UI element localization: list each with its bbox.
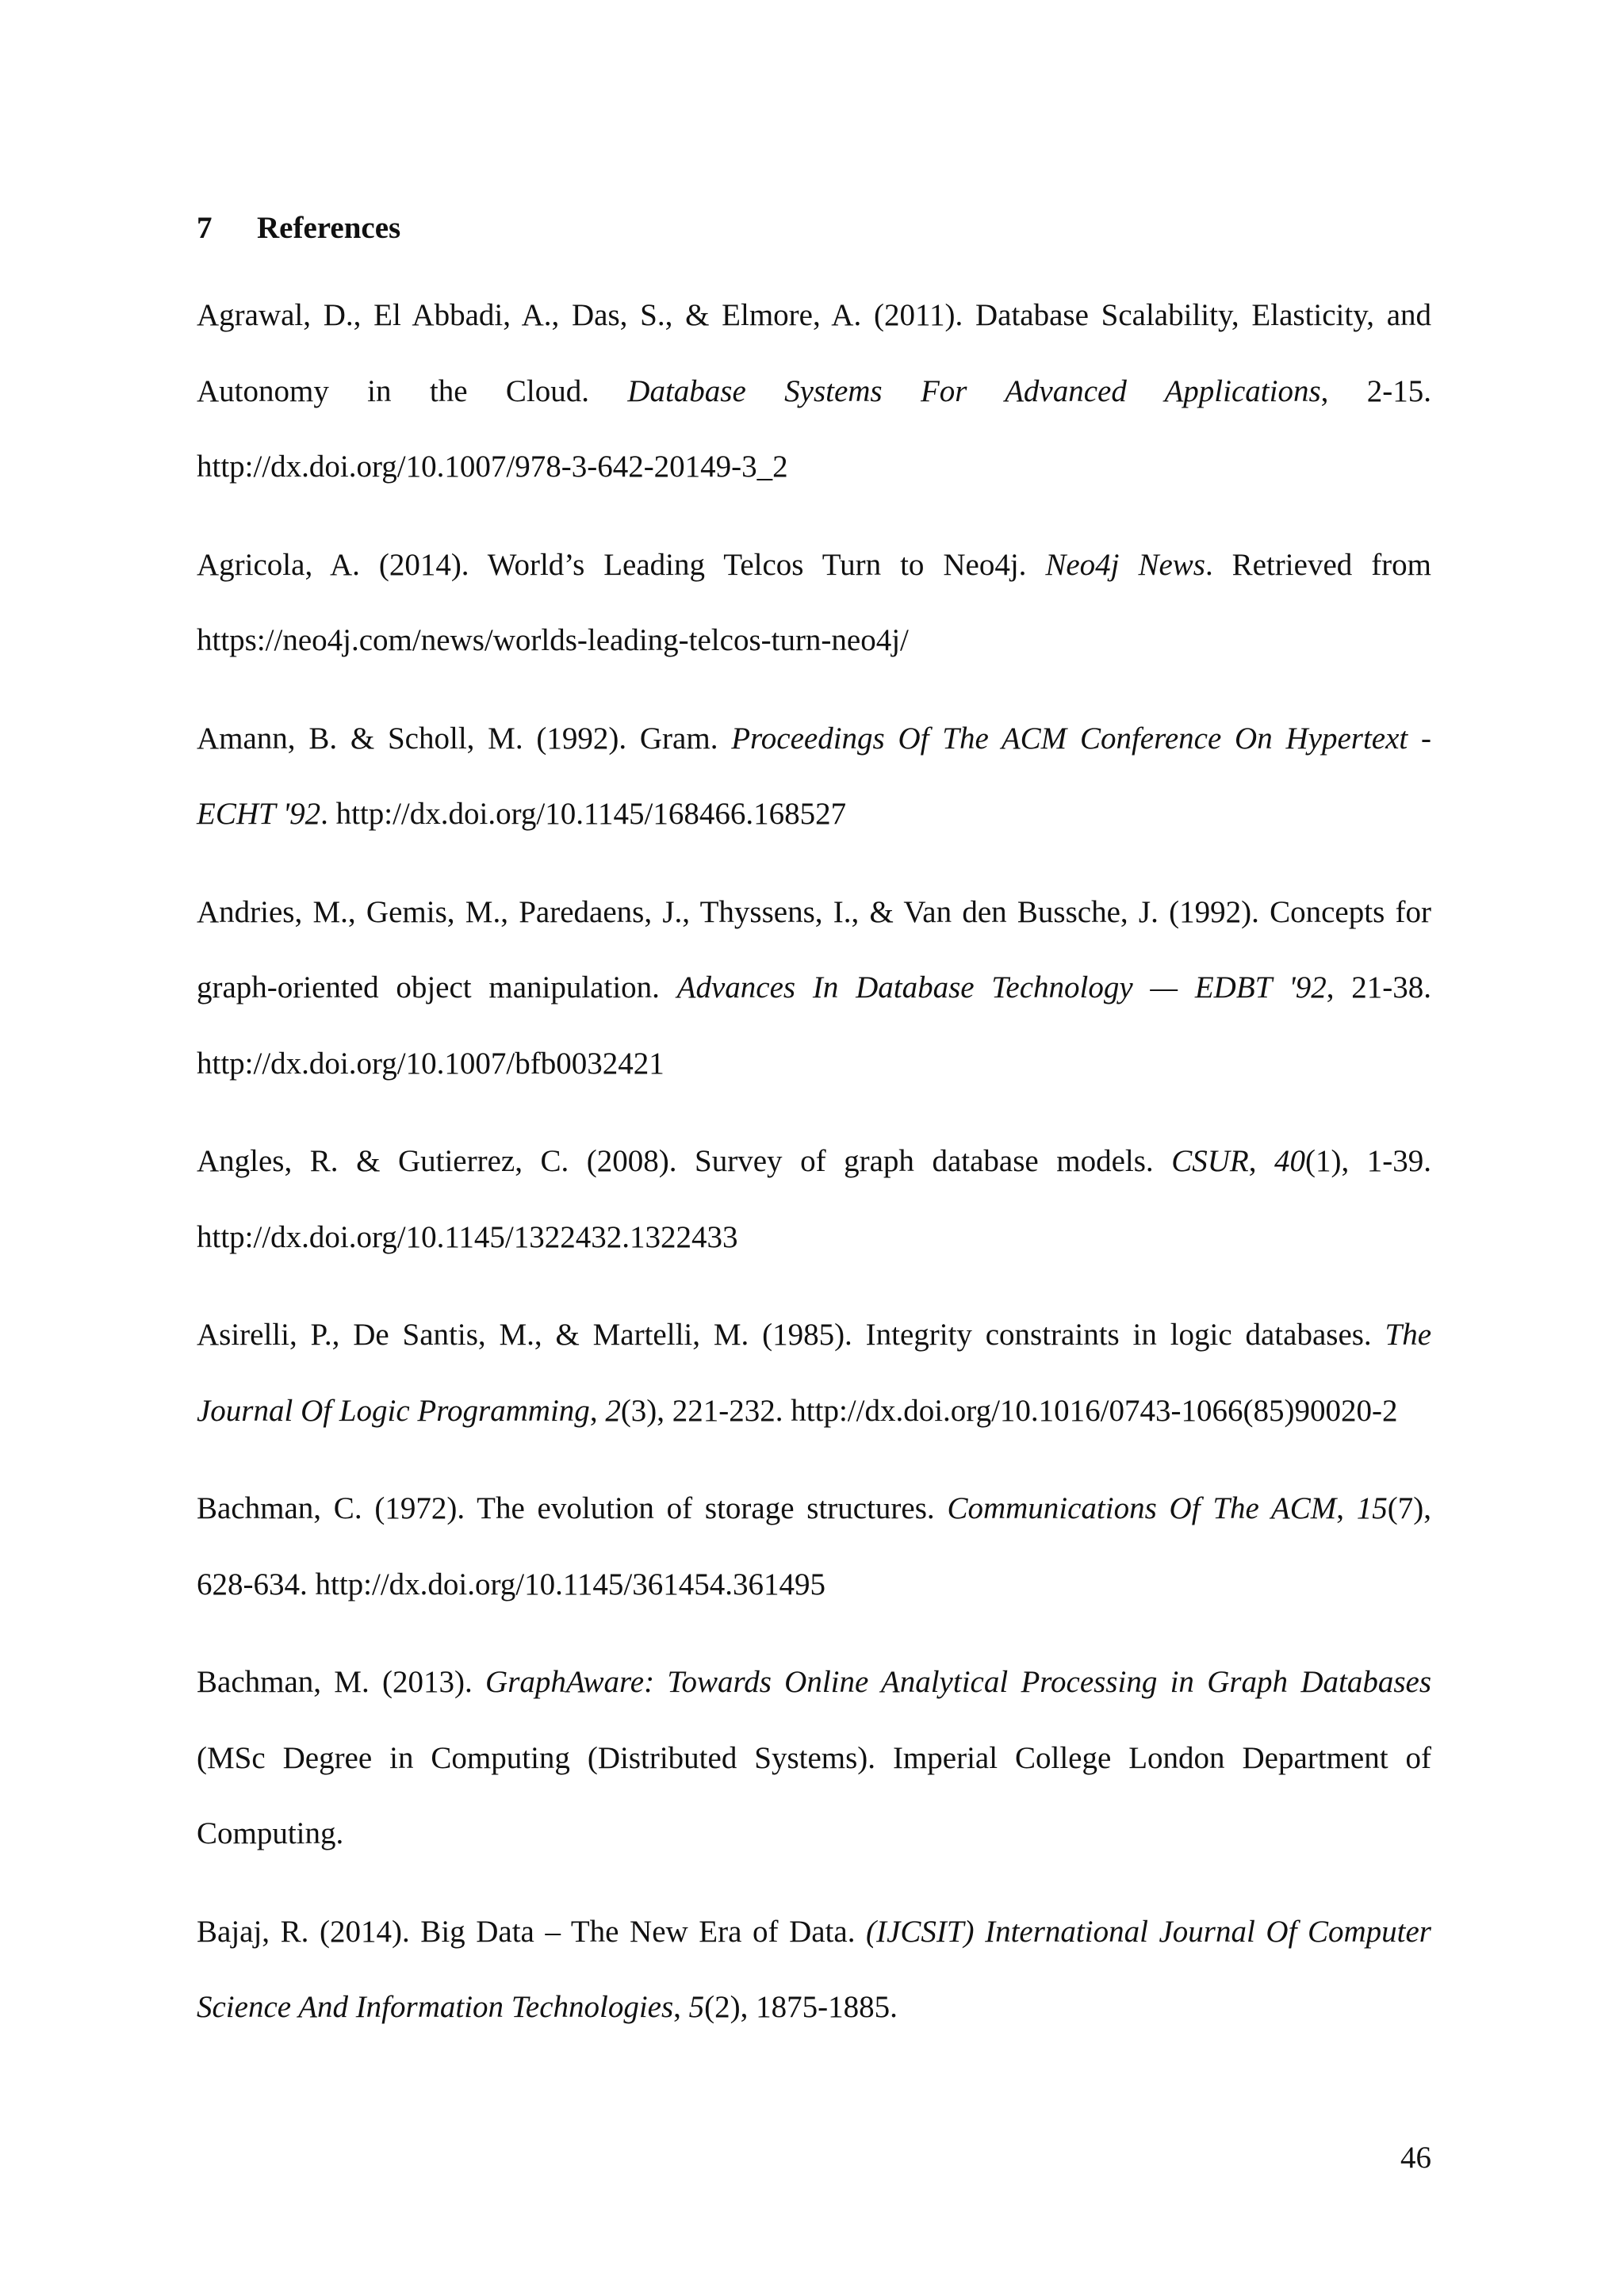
reference-italic-text: CSUR bbox=[1171, 1144, 1249, 1178]
reference-italic-text: 40 bbox=[1274, 1144, 1305, 1178]
reference-entry bbox=[197, 1644, 1431, 1872]
reference-italic-text: The Journal Of Logic Programming bbox=[197, 1318, 1431, 1428]
reference-text: . Retrieved from https://neo4j.com/news/worlds-leading-telcos-turn-neo4j/ bbox=[197, 547, 1431, 657]
page-number: 46 bbox=[1400, 2141, 1431, 2175]
reference-text: Agrawal, D., El Abbadi, A., Das, S., & Elmore, A. (2011). Database Scalability, Elasticity, and Autonomy in the Cloud. bbox=[197, 298, 1431, 408]
reference-entry bbox=[197, 527, 1431, 679]
reference-text: (MSc Degree in Computing (Distributed Systems). Imperial College London Department of Computing. bbox=[197, 1740, 1431, 1850]
reference-text: Bachman, M. (2013). bbox=[197, 1665, 486, 1699]
reference-text: Asirelli, P., De Santis, M., & Martelli, M. (1985). Integrity constraints in logic databases. bbox=[197, 1318, 1385, 1352]
reference-italic-text: Advances In Database Technology — EDBT '92 bbox=[676, 970, 1327, 1004]
reference-text: , bbox=[673, 1990, 689, 2024]
reference-text: Bajaj, R. (2014). Big Data – The New Era of Data. bbox=[197, 1914, 867, 1949]
reference-entry bbox=[197, 1471, 1431, 1622]
reference-italic-text: GraphAware: Towards Online Analytical Processing in Graph Databases bbox=[485, 1665, 1432, 1699]
section-number: 7 bbox=[197, 211, 213, 245]
reference-text: (2), 1875-1885. bbox=[704, 1990, 898, 2024]
reference-list bbox=[197, 277, 1431, 2068]
reference-text: Angles, R. & Gutierrez, C. (2008). Survey of graph database models. bbox=[197, 1144, 1172, 1178]
reference-text: (3), 221-232. http://dx.doi.org/10.1016/0743-1066(85)90020-2 bbox=[620, 1393, 1398, 1428]
reference-italic-text: (IJCSIT) International Journal Of Computer Science And Information Technologies bbox=[197, 1914, 1431, 2024]
reference-text: Bachman, C. (1972). The evolution of storage structures. bbox=[197, 1491, 948, 1525]
reference-entry bbox=[197, 874, 1431, 1102]
reference-italic-text: 5 bbox=[688, 1990, 705, 2024]
reference-text: (1), 1-39. http://dx.doi.org/10.1145/1322432.1322433 bbox=[197, 1144, 1432, 1254]
reference-italic-text: Communications Of The ACM bbox=[947, 1491, 1337, 1525]
reference-italic-text: Proceedings Of The ACM Conference On Hypertext - ECHT '92 bbox=[197, 721, 1431, 831]
reference-italic-text: Neo4j News bbox=[1045, 547, 1205, 582]
reference-text: , 2-15. http://dx.doi.org/10.1007/978-3-642-20149-3_2 bbox=[197, 373, 1431, 484]
reference-text: Agricola, A. (2014). World’s Leading Telcos Turn to Neo4j. bbox=[197, 547, 1046, 582]
reference-text: , bbox=[1248, 1144, 1274, 1178]
reference-entry bbox=[197, 1894, 1431, 2045]
section-heading bbox=[197, 205, 400, 252]
section-title: References bbox=[257, 211, 401, 245]
reference-italic-text: Database Systems For Advanced Applications bbox=[627, 373, 1321, 408]
reference-text: , bbox=[1336, 1491, 1357, 1525]
reference-text: Andries, M., Gemis, M., Paredaens, J., Thyssens, I., & Van den Bussche, J. (1992). Concepts for graph-oriented object manipulation. bbox=[197, 894, 1431, 1004]
reference-entry bbox=[197, 1297, 1431, 1448]
reference-text: . http://dx.doi.org/10.1145/168466.168527 bbox=[320, 797, 847, 831]
reference-text: Amann, B. & Scholl, M. (1992). Gram. bbox=[197, 721, 732, 756]
reference-entry bbox=[197, 1123, 1431, 1275]
reference-text: (7), 628-634. http://dx.doi.org/10.1145/361454.361495 bbox=[197, 1491, 1431, 1601]
reference-entry bbox=[197, 701, 1431, 852]
reference-text: , bbox=[589, 1393, 606, 1428]
reference-italic-text: 15 bbox=[1356, 1491, 1388, 1525]
reference-text: , 21-38. http://dx.doi.org/10.1007/bfb0032421 bbox=[197, 970, 1431, 1081]
reference-italic-text: 2 bbox=[605, 1393, 621, 1428]
reference-entry bbox=[197, 277, 1431, 505]
